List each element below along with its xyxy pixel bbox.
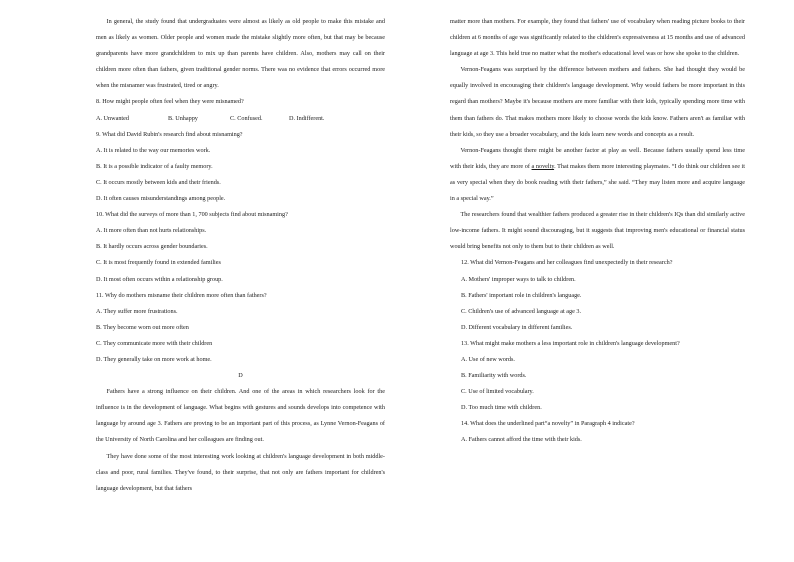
paragraph-text: . That makes them more interesting playmates. “I do think our children see it as very special when they do book reading with their fathers,” she said. “They may listen more and acquire language in a special way.” xyxy=(450,162,745,203)
passage-paragraph: matter more than mothers. For example, they found that fathers' use of vocabulary when reading picture books to their children at 6 months of age was significantly related to the children's expressiveness at 15 months and use of advanced language at age 3. This held true no matter what the mother's educational level was or how she spoke to the children. xyxy=(450,18,745,58)
option-c: C. They communicate more with their children xyxy=(96,339,213,347)
question-8-options xyxy=(96,111,385,127)
option-a: A. Unwanted xyxy=(96,114,129,122)
option-d: D. It most often occurs within a relationship group. xyxy=(96,275,223,283)
passage-paragraph xyxy=(450,143,745,207)
option-d: D. They generally take on more work at home. xyxy=(96,355,212,363)
option-d: D. Too much time with children. xyxy=(461,404,542,412)
option-c: C. It occurs mostly between kids and their friends. xyxy=(96,178,221,186)
question-12-stem: 12. What did Vernon-Feagans and her colleagues find unexpectedly in their research? xyxy=(461,259,673,267)
option-b: B. They become worn out more often xyxy=(96,323,189,331)
option-c: C. Children's use of advanced language at age 3. xyxy=(461,307,582,315)
passage-paragraph: They have done some of the most interesting work looking at children's language development in both middle-class and poor, rural families. They've found, to their surprise, that not only are fathers important for children's language development, but that fathers xyxy=(96,452,385,492)
question-13-stem: 13. What might make mothers a less important role in children's language development? xyxy=(461,339,680,347)
question-11-stem: 11. Why do mothers misname their children more often than fathers? xyxy=(96,291,267,299)
option-a: A. It more often than not hurts relationships. xyxy=(96,227,207,235)
option-a: A. It is related to the way our memories work. xyxy=(96,146,211,154)
left-column xyxy=(96,14,385,497)
underlined-phrase: a novelty xyxy=(531,162,555,170)
option-c: C. It is most frequently found in extended families xyxy=(96,259,221,267)
option-b: B. Fathers' important role in children's language. xyxy=(461,291,582,299)
option-b: B. It hardly occurs across gender boundaries. xyxy=(96,243,208,251)
option-b: B. It is a possible indicator of a faulty memory. xyxy=(96,162,213,170)
option-a: A. They suffer more frustrations. xyxy=(96,307,178,315)
section-heading-d: D xyxy=(238,372,243,380)
passage-paragraph: Fathers have a strong influence on their children. And one of the areas in which researchers look for the influence is in the development of language. What begins with gestures and sounds develops into competence with language by around age 3. Fathers are proving to be an important part of this process, as Lynne Vernon-Feagans of the University of North Carolina and her colleagues are finding out. xyxy=(96,388,385,444)
option-d: D. Indifferent. xyxy=(289,114,325,122)
passage-paragraph: Vernon-Feagans was surprised by the difference between mothers and fathers. She had thought they would be equally involved in encouraging their children's language development. Why would fathers be more important in this regard than mothers? Maybe it's because mothers are more familiar with their kids, typically spending more time with them than fathers do. That makes mothers more likely to choose words the kids know. Fathers aren't as familiar with their kids, so they use a broader vocabulary, and the kids learn new words and concepts as a result. xyxy=(450,66,745,138)
option-b: B. Unhappy xyxy=(168,114,198,122)
question-10-stem: 10. What did the surveys of more than 1, 700 subjects find about misnaming? xyxy=(96,211,288,219)
option-d: D. It often causes misunderstandings among people. xyxy=(96,195,226,203)
option-c: C. Confused. xyxy=(230,114,263,122)
option-a: A. Mothers' improper ways to talk to children. xyxy=(461,275,576,283)
passage-paragraph: In general, the study found that undergraduates were almost as likely as old people to make this mistake and men as likely as women. Older people and women made the mistake slightly more often, but that may be because grandparents have more grandchildren to mix up than parents have children. Also, mothers may call on their children more often than fathers, given traditional gender norms. There was no evidence that errors occurred more when the misnamer was frustrated, tired or angry. xyxy=(96,18,385,90)
option-c: C. Use of limited vocabulary. xyxy=(461,388,534,396)
question-8-stem: 8. How might people often feel when they were misnamed? xyxy=(96,98,244,106)
option-a: A. Use of new words. xyxy=(461,355,515,363)
option-b: B. Familiarity with words. xyxy=(461,372,527,380)
option-a: A. Fathers cannot afford the time with their kids. xyxy=(461,436,582,444)
question-9-stem: 9. What did David Rubin's research find about misnaming? xyxy=(96,130,243,138)
question-14-stem: 14. What does the underlined part“a novelty” in Paragraph 4 indicate? xyxy=(461,420,635,428)
option-d: D. Different vocabulary in different families. xyxy=(461,323,573,331)
paragraph-text: Vernon-Feagans thought there might be another factor at play as well. Because fathers usually spend less time with their kids, they are more of xyxy=(450,146,745,170)
passage-paragraph: The researchers found that wealthier fathers produced a greater rise in their children's IQs than did similarly active low-income fathers. It might sound discouraging, but it suggests that improving men's educational or financial status would bring benefits not only to them but to their children as well. xyxy=(450,211,745,251)
right-column xyxy=(450,14,745,449)
